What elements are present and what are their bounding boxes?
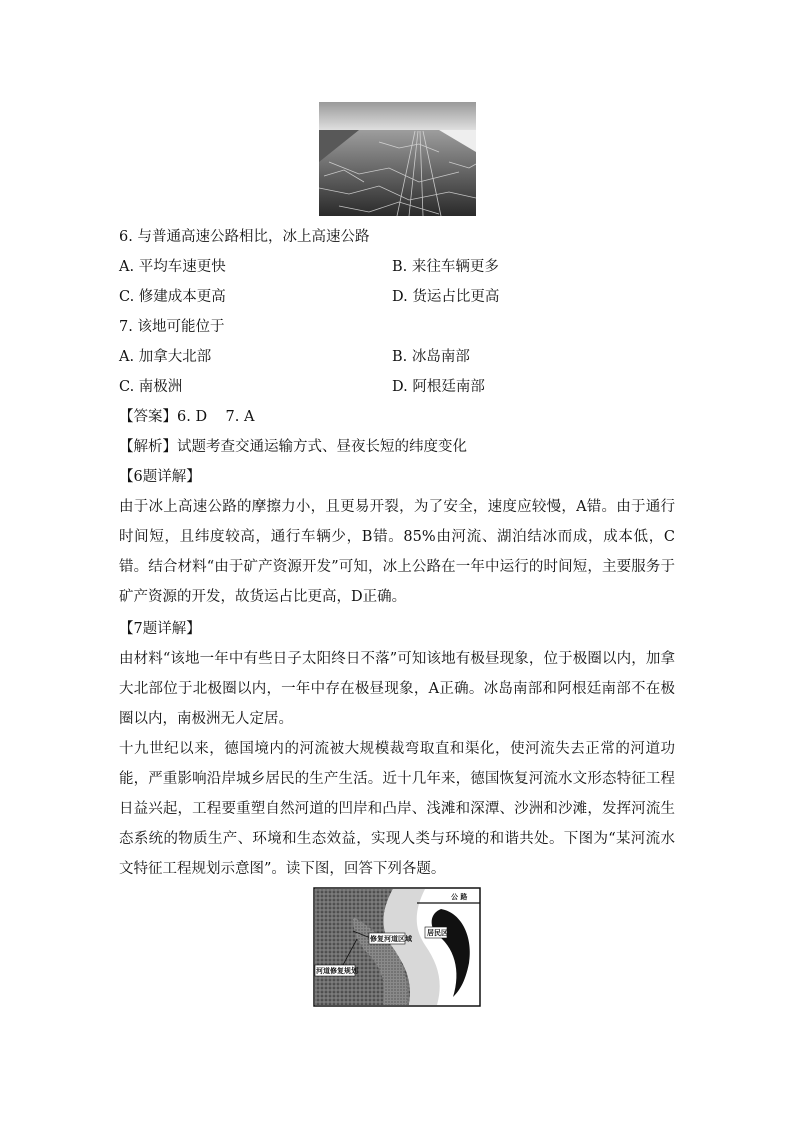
option-7a: A. 加拿大北部 bbox=[119, 349, 212, 365]
option-6b: B. 来往车辆更多 bbox=[392, 259, 499, 275]
map-label-road: 公 路 bbox=[451, 892, 468, 901]
answer-line: 【答案】6. D 7. A bbox=[119, 409, 255, 425]
option-6d: D. 货运占比更高 bbox=[392, 289, 500, 305]
detail-7-heading: 【7题详解】 bbox=[119, 621, 201, 637]
map-label-plan: 河道修复规划 bbox=[316, 966, 358, 975]
option-7c: C. 南极洲 bbox=[119, 379, 183, 395]
detail-6-body: 由于冰上高速公路的摩擦力小，且更易开裂，为了安全，速度应较慢，A错。由于通行时间短，且纬度较高，通行车辆少，B错。85%由河流、湖泊结冰而成，成本低，C错。结合材料“由于矿产资源开发”可知，冰上公路在一年中运行的时间短，主要服务于矿产资源的开发，故货运占比更高，D正确。 bbox=[119, 499, 675, 605]
analysis-line: 【解析】试题考查交通运输方式、昼夜长短的纬度变化 bbox=[119, 439, 467, 455]
option-6a: A. 平均车速更快 bbox=[119, 259, 226, 275]
option-6c: C. 修建成本更高 bbox=[119, 289, 226, 305]
detail-6-heading: 【6题详解】 bbox=[119, 469, 201, 485]
detail-7-body: 由材料“该地一年中有些日子太阳终日不落”可知该地有极昼现象，位于极圈以内，加拿大北部位于北极圈以内，一年中存在极昼现象，A正确。冰岛南部和阿根廷南部不在极圈以内，南极洲无人定居。 bbox=[119, 651, 675, 727]
option-7d: D. 阿根廷南部 bbox=[392, 379, 485, 395]
river-restoration-map bbox=[313, 887, 481, 1007]
question-6-stem: 6. 与普通高速公路相比，冰上高速公路 bbox=[119, 229, 370, 245]
material-paragraph: 十九世纪以来，德国境内的河流被大规模裁弯取直和渠化，使河流失去正常的河道功能，严重影响沿岸城乡居民的生产生活。近十几年来，德国恢复河流水文形态特征工程日益兴起，工程要重塑自然河道的凹岸和凸岸、浅滩和深潭、沙洲和沙滩，发挥河流生态系统的物质生产、环境和生态效益，实现人类与环境的和谐共处。下图为“某河流水文特征工程规划示意图”。读下图，回答下列各题。 bbox=[119, 741, 675, 877]
question-7-stem: 7. 该地可能位于 bbox=[119, 319, 225, 335]
option-7b: B. 冰岛南部 bbox=[392, 349, 470, 365]
map-label-restore-area: 修复河道区域 bbox=[370, 934, 412, 943]
map-label-residential: 居民区 bbox=[427, 928, 448, 937]
ice-highway-photo bbox=[319, 102, 476, 216]
